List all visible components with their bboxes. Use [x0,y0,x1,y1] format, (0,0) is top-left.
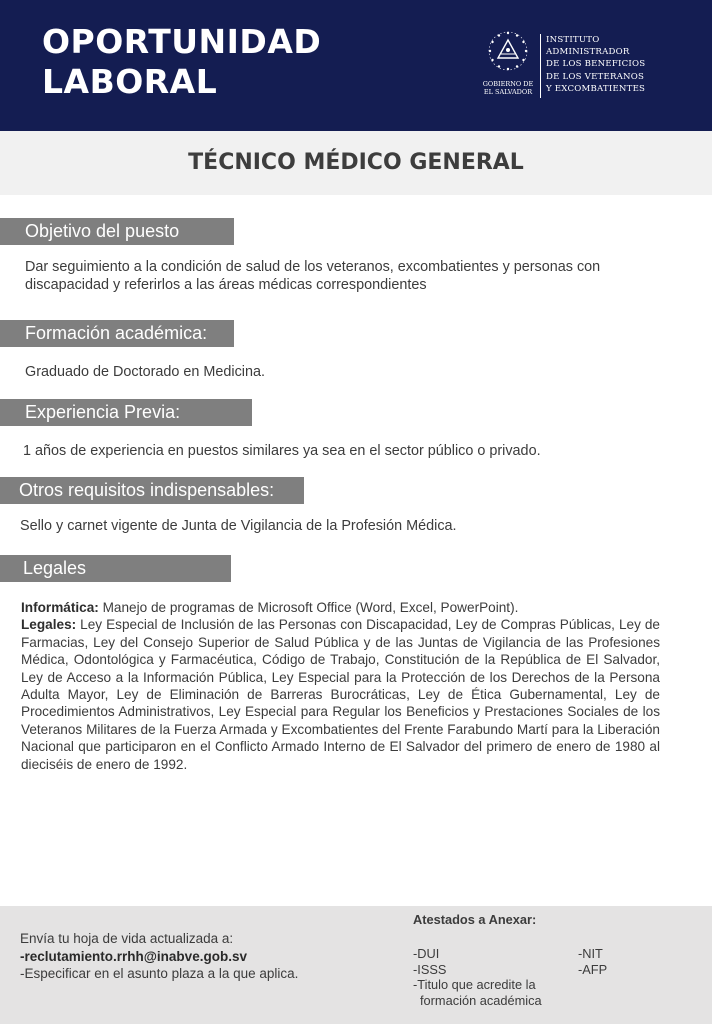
contact-email: -reclutamiento.rrhh@inabve.gob.sv [20,948,247,964]
section-label-objetivo: Objetivo del puesto [0,218,234,245]
header-banner [0,0,712,131]
attachment-item: -Titulo que acredite la [413,977,536,992]
objetivo-text: Dar seguimiento a la condición de salud de los veteranos, excombatientes y personas con discapacidad y referirlos a las áreas médicas correspondientes [25,259,601,293]
attachment-item: formación académica [420,992,542,1008]
attachments-column-1 [413,946,542,1008]
contact-info [20,930,298,983]
header-title [42,22,321,102]
institution-name [546,34,686,95]
government-label [478,80,538,96]
legales-label: Legales: [21,617,77,633]
legales-body [21,599,660,773]
institution-logo [478,30,678,102]
attachments-title: Atestados a Anexar: [413,912,537,927]
informatica-paragraph [21,599,660,616]
formacion-text: Graduado de Doctorado en Medicina. [25,364,265,380]
section-label-experiencia: Experiencia Previa: [0,399,252,426]
legales-text: Ley Especial de Inclusión de las Personas con Discapacidad, Ley de Compras Públicas, Ley de Farmacias, Ley del Consejo Superior de Salud Pública y de las Juntas de Vigilancia de las Profesiones Médica, Odontológica y Farmacéutica, Código de Trabajo, Constitución de la República de El Salvador, Ley de Acceso a la Información Pública, Ley Especial para la Protección de los Derechos de la Persona Adulta Mayor, Ley de Eliminación de Barreras Burocráticas, Ley de Ética Gubernamental, Ley de Procedimientos Administrativos, Ley Especial para Regular los Beneficios y Prestaciones Sociales de los Veteranos Militares de la Fuerza Armada y Excombatientes del Frente Farabundo Martí para la Liberación Nacional que participaron en el Conflicto Armado Interno de El Salvador del primero de enero de 1980 al dieciséis de enero de 1992. [21,617,660,772]
attachment-item: -ISSS [413,961,447,977]
logo-divider [540,34,541,98]
otros-text: Sello y carnet vigente de Junta de Vigilancia de la Profesión Médica. [20,518,457,534]
informatica-label: Informática: [21,600,99,615]
section-label-formacion: Formación académica: [0,320,234,347]
attachment-item: -NIT [578,946,603,961]
header-title-line2: LABORAL [42,62,218,101]
experiencia-text: 1 años de experiencia en puestos similares ya sea en el sector público o privado. [23,443,541,459]
attachments-column-2 [578,946,607,977]
legales-paragraph [21,616,660,773]
attachment-item: -DUI [413,946,440,961]
gov-label-line2: EL SALVADOR [483,88,533,96]
institution-line: DE LOS VETERANOS [546,71,645,82]
header-title-line1: OPORTUNIDAD [42,22,322,61]
contact-instruction: Envía tu hoja de vida actualizada a: [20,931,234,946]
contact-subject-note: -Especificar en el asunto plaza a la que aplica. [20,966,299,981]
el-salvador-seal-icon [486,30,530,78]
institution-line: Y EXCOMBATIENTES [546,83,646,94]
informatica-text: Manejo de programas de Microsoft Office (Word, Excel, PowerPoint). [102,600,519,615]
institution-line: ADMINISTRADOR [546,47,630,58]
gov-label-line1: GOBIERNO DE [482,80,534,88]
section-label-otros: Otros requisitos indispensables: [0,477,304,504]
job-title: TÉCNICO MÉDICO GENERAL [188,150,524,175]
attachment-item: -AFP [578,961,608,977]
institution-line: DE LOS BENEFICIOS [546,59,646,70]
institution-line: INSTITUTO [546,35,600,45]
section-label-legales: Legales [0,555,231,582]
